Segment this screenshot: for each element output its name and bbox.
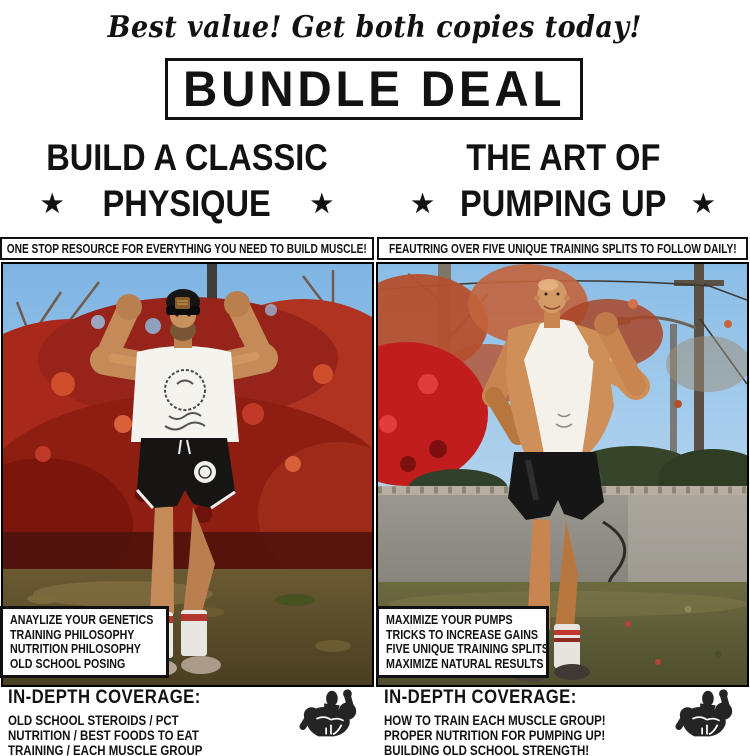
left-title-line2-word: PHYSIQUE xyxy=(102,183,272,224)
left-title-line2 xyxy=(41,182,333,226)
right-photo-overlay xyxy=(376,606,549,678)
coverage-line: BUILDING OLD SCHOOL STRENGTH! xyxy=(384,743,590,756)
coverage-line: OLD SCHOOL STEROIDS / PCT xyxy=(8,713,179,728)
overlay-line: NUTRITION PHILOSOPHY xyxy=(10,641,141,656)
left-feature-strip: ONE STOP RESOURCE FOR EVERYTHING YOU NEED TO BUILD MUSCLE! xyxy=(0,237,374,260)
sunlit-road xyxy=(628,495,747,587)
left-photo-overlay xyxy=(0,606,169,678)
bundle-deal-title: BUNDLE DEAL xyxy=(182,61,566,117)
tagline-text: Best value! Get both copies today! xyxy=(107,10,643,45)
left-title-line1: BUILD A CLASSIC xyxy=(46,137,328,178)
tagline xyxy=(0,10,750,45)
left-coverage-heading: IN-DEPTH COVERAGE: xyxy=(8,687,201,708)
coverage-line: PROPER NUTRITION FOR PUMPING UP! xyxy=(384,728,606,743)
right-coverage-section xyxy=(384,687,645,756)
right-book-title xyxy=(376,136,750,226)
right-title-line1: THE ART OF xyxy=(465,137,661,178)
flexing-bodybuilder-icon xyxy=(299,687,361,743)
left-coverage-section xyxy=(8,687,237,756)
overlay-line: FIVE UNIQUE TRAINING SPLITS xyxy=(386,641,549,656)
star-icon: ★ xyxy=(692,189,715,218)
coverage-line: HOW TO TRAIN EACH MUSCLE GROUP! xyxy=(384,713,606,728)
right-coverage-heading: IN-DEPTH COVERAGE: xyxy=(384,687,577,708)
right-title-line2 xyxy=(376,182,750,226)
overlay-line: TRAINING PHILOSOPHY xyxy=(10,626,135,642)
overlay-line: ANAYLIZE YOUR GENETICS xyxy=(10,612,154,627)
overlay-line: OLD SCHOOL POSING xyxy=(10,655,126,671)
left-book-title xyxy=(0,136,374,226)
bundle-deal-banner xyxy=(165,58,583,120)
overlay-line: MAXIMIZE NATURAL RESULTS xyxy=(386,655,544,671)
overlay-line: TRICKS TO INCREASE GAINS xyxy=(386,626,539,642)
star-icon: ★ xyxy=(310,189,333,218)
star-icon: ★ xyxy=(411,189,434,218)
coverage-line: TRAINING / EACH MUSCLE GROUP xyxy=(8,743,203,756)
right-title-line2-word: PUMPING UP xyxy=(459,183,667,224)
star-icon: ★ xyxy=(41,189,64,218)
overlay-line: MAXIMIZE YOUR PUMPS xyxy=(386,612,513,627)
coverage-line: NUTRITION / BEST FOODS TO EAT xyxy=(8,728,199,743)
right-feature-strip: FEAUTRING OVER FIVE UNIQUE TRAINING SPLITS TO FOLLOW DAILY! xyxy=(377,237,748,260)
flexing-bodybuilder-icon xyxy=(675,687,737,743)
